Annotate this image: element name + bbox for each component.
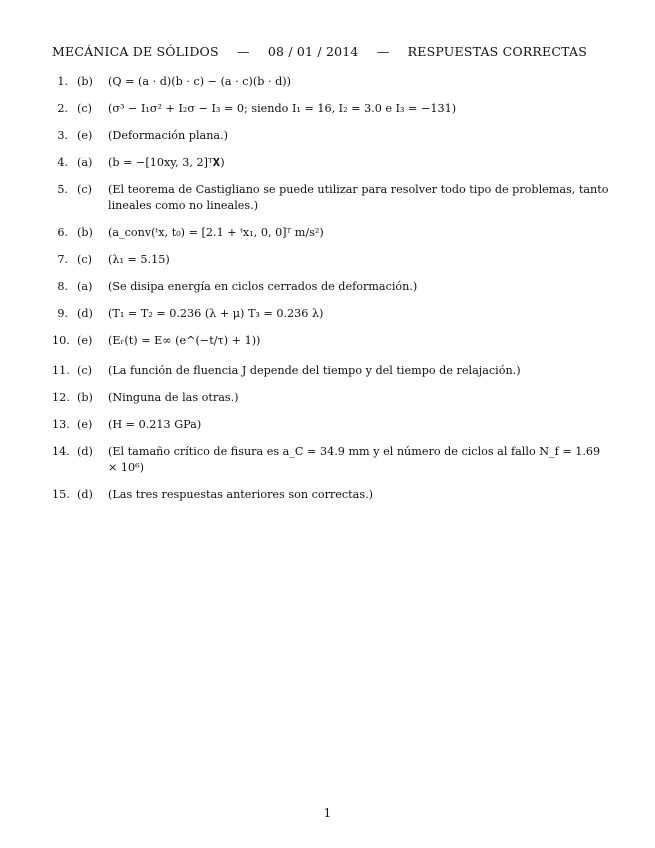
answer-text: (El tamaño crítico de fisura es a_C = 34.9 mm y el número de ciclos al fallo N_f = 1.69 × 10⁶) — [108, 445, 601, 474]
answer-letter: (e) — [77, 418, 93, 431]
answer-item — [52, 390, 612, 406]
answer-number: 9. — [57, 307, 68, 320]
exam-date: 08 / 01 / 2014 — [267, 44, 359, 59]
answer-number: 11. — [52, 364, 70, 377]
answer-letter: (b) — [77, 391, 93, 404]
answer-item — [52, 74, 612, 90]
answer-text: (Q = (a · d)(b · c) − (a · c)(b · d)) — [108, 75, 291, 88]
answer-number: 10. — [52, 334, 70, 347]
answer-letter: (b) — [77, 226, 93, 239]
answer-item — [52, 279, 612, 295]
answer-text: (Las tres respuestas anteriores son correctas.) — [108, 488, 373, 501]
page-title — [52, 44, 612, 59]
answer-item — [52, 252, 612, 268]
answer-number: 8. — [57, 280, 68, 293]
answer-item — [52, 417, 612, 433]
answer-text: (b = −[10xy, 3, 2]ᵀ𝐗) — [108, 156, 225, 169]
answer-number: 4. — [57, 156, 68, 169]
answer-letter: (d) — [77, 307, 93, 320]
answer-item — [52, 128, 612, 144]
answer-text: (σ³ − I₁σ² + I₂σ − I₃ = 0; siendo I₁ = 16, I₂ = 3.0 e I₃ = −131) — [108, 102, 457, 115]
answer-number: 13. — [52, 418, 70, 431]
answer-letter: (e) — [77, 334, 93, 347]
answer-list — [52, 74, 612, 503]
answer-item — [52, 155, 612, 171]
answer-number: 12. — [52, 391, 70, 404]
answer-number: 2. — [57, 102, 68, 115]
answer-item — [52, 363, 612, 379]
answer-letter: (a) — [77, 156, 93, 169]
answer-letter: (e) — [77, 129, 93, 142]
answer-text: (El teorema de Castigliano se puede utilizar para resolver todo tipo de problemas, tanto lineales como no lineales.) — [108, 183, 609, 212]
page-number: 1 — [323, 806, 332, 820]
answer-number: 15. — [52, 488, 70, 501]
answer-letter: (c) — [77, 364, 92, 377]
answer-number: 5. — [57, 183, 68, 196]
document-subtitle: RESPUESTAS CORRECTAS — [407, 44, 587, 59]
title-separator: — — [236, 44, 250, 59]
answer-text: (T₁ = T₂ = 0.236 (λ + μ) T₃ = 0.236 λ) — [108, 307, 324, 320]
answer-number: 14. — [52, 445, 70, 458]
answer-text: (H = 0.213 GPa) — [108, 418, 202, 431]
answer-item — [52, 333, 612, 349]
answer-text: (Se disipa energía en ciclos cerrados de deformación.) — [108, 280, 418, 293]
answer-text: (Ninguna de las otras.) — [108, 391, 239, 404]
answer-letter: (a) — [77, 280, 93, 293]
answer-letter: (b) — [77, 75, 93, 88]
answer-item — [52, 306, 612, 322]
answer-number: 3. — [57, 129, 68, 142]
answer-number: 7. — [57, 253, 68, 266]
answer-text: (Deformación plana.) — [108, 129, 229, 142]
answer-letter: (c) — [77, 183, 92, 196]
answer-text: (La función de fluencia J depende del tiempo y del tiempo de relajación.) — [108, 364, 521, 377]
answer-item — [52, 101, 612, 117]
title-separator: — — [376, 44, 390, 59]
course-title: MECÁNICA DE SÓLIDOS — [52, 44, 219, 59]
answer-letter: (c) — [77, 253, 92, 266]
answer-text: (λ₁ = 5.15) — [108, 253, 170, 266]
answer-text: (Eᵣ(t) = E∞ (e^(−t/τ) + 1)) — [108, 334, 261, 347]
answer-item — [52, 487, 612, 503]
answer-letter: (d) — [77, 488, 93, 501]
answer-number: 6. — [57, 226, 68, 239]
answer-item — [52, 182, 612, 214]
answer-letter: (c) — [77, 102, 92, 115]
answer-number: 1. — [57, 75, 68, 88]
answer-item — [52, 444, 612, 476]
answer-letter: (d) — [77, 445, 93, 458]
answer-text: (a_conv(ᵗx, t₀) = [2.1 + ᵗx₁, 0, 0]ᵀ m/s²) — [108, 226, 324, 239]
answer-item — [52, 225, 612, 241]
